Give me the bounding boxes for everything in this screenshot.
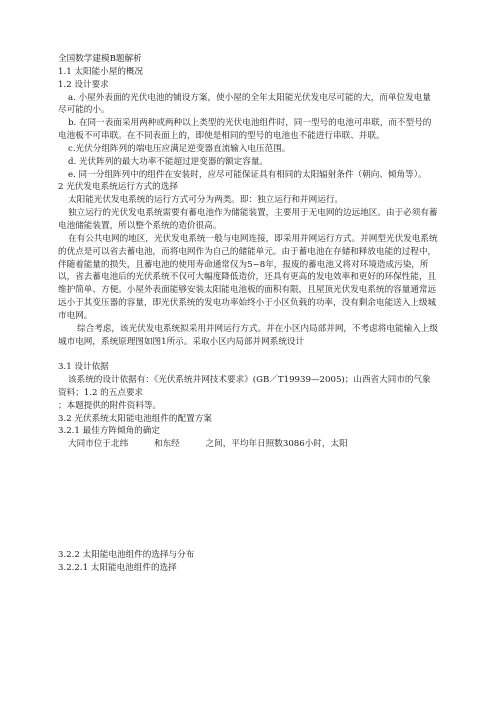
document-line: 综合考虑，该光伏发电系统拟采用并网运行方式。并在小区内局部并网，不考虑将电能输入上级城市电网，系统原理图如图1所示。采取小区内局部并网系统设计: [58, 323, 438, 347]
document-line: 该系统的设计依据有：《光伏系统并网技术要求》(GB／T19939—2005)；山西省大同市的气象资料；1.2 的五点要求: [58, 375, 431, 398]
document-line: 2 光伏发电系统运行方式的选择: [58, 182, 178, 193]
document-line: 在有公共电网的地区，光伏发电系统一般与电网连接，即采用并网运行方式。并网型光伏发电系统的优点是可以省去蓄电池，而将电网作为自己的储能单元。由于蓄电池在存储和释放电能的过程中，伴随着能量的损失，且蓄电池的使用寿命通常仅为5~8年，报废的蓄电池又将对环境造成污染，所以，省去蓄电池后的光伏系统不仅可大幅度降低造价，还具有更高的发电效率和更好的环保性能，且维护简单、方便。小屋外表面能够安装太阳能电池板的面积有限，且屋顶光伏发电系统的容量通常远远小于其变压器的容量，即光伏系统的发电功率始终小于小区负载的功率，没有剩余电能送入上级城市电网。: [58, 233, 438, 321]
document-line: 大同市位于北纬 和东经 之间，平均年日照数3086小时，太阳: [68, 439, 348, 450]
document-line: 全国数学建模B题解析: [58, 54, 142, 64]
document-line: 3.2.1 最佳方阵倾角的确定: [58, 426, 160, 437]
document-line: 3.2.2.1 太阳能电池组件的选择: [58, 563, 177, 573]
text-block-bottom: [58, 549, 438, 575]
text-block-middle: [58, 361, 438, 451]
document-line: 独立运行的光伏发电系统需要有蓄电池作为储能装置，主要用于无电网的边远地区。由于必须有蓄电池储能装置，所以整个系统的造价很高。: [58, 208, 438, 231]
document-line: 3.2.2 太阳能电池组件的选择与分布: [58, 550, 195, 561]
document-line: c.光伏分组阵列的端电压应满足逆变器直流输入电压范围。: [68, 143, 291, 154]
document-line: a. 小屋外表面的光伏电池的铺设方案，使小屋的全年太阳能光伏发电尽可能的大，而单位发电量尽可能的小。: [58, 92, 431, 116]
document-body: [58, 53, 438, 575]
document-line: b. 在同一表面采用两种或两种以上类型的光伏电池组件时，同一型号的电池可串联，而不型号的电池板不可串联。在不同表面上的，即使是相同的型号的电池也不能进行串联、并联。: [58, 118, 432, 142]
document-line: ；本题提供的附件资料等。: [58, 400, 162, 411]
spacer: [58, 348, 438, 361]
document-line: d. 光伏阵列的最大功率不能超过逆变器的额定容量。: [68, 156, 269, 167]
document-line: 3.1 设计依据: [58, 362, 109, 373]
document-line: 3.2 光伏系统太阳能电池组件的配置方案: [58, 413, 212, 424]
text-block-top: [58, 53, 438, 348]
document-line: e. 同一分组阵列中的组件在安装时，应尽可能保证具有相同的太阳辐射条件（朝向、倾角等）。: [68, 169, 427, 180]
blank-area: [58, 451, 438, 549]
document-line: 1.2 设计要求: [58, 79, 109, 90]
document-line: 1.1 太阳能小屋的概况: [58, 66, 144, 77]
document-line: 太阳能光伏发电系统的运行方式可分为两类。即：独立运行和并网运行。: [68, 195, 344, 206]
